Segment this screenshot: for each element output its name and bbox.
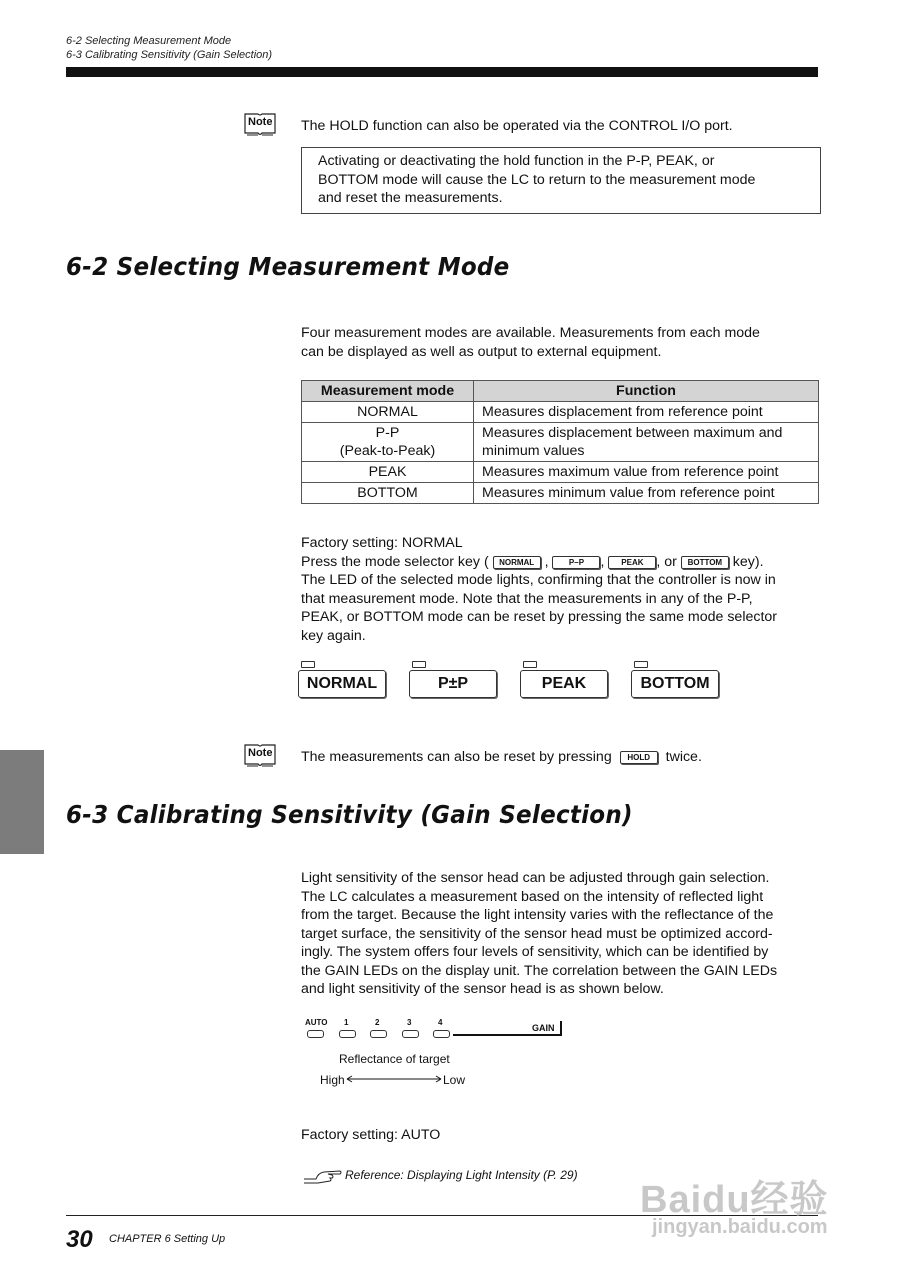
- measurement-mode-table: [301, 380, 819, 504]
- press-line: [301, 553, 821, 572]
- gain-led-3: [402, 1030, 419, 1038]
- mode-name: P-P: [375, 425, 400, 441]
- table-row: [302, 423, 819, 462]
- note-label: Note: [248, 747, 273, 759]
- pp-key: P±P: [409, 670, 497, 698]
- reference-link[interactable]: Reference: Displaying Light Intensity (P. 29): [345, 1168, 578, 1182]
- function-cell: Measures displacement from reference point: [474, 402, 819, 423]
- table-row: [302, 483, 819, 504]
- hold-key-inline: HOLD: [620, 751, 658, 764]
- comma: ,: [544, 553, 549, 570]
- note-icon: [243, 111, 275, 137]
- chapter-side-tab: [0, 750, 44, 854]
- table-header-mode: Measurement mode: [302, 381, 474, 402]
- function-cell: Measures minimum value from reference point: [474, 483, 819, 504]
- section-6-3-title: 6-3 Calibrating Sensitivity (Gain Selection): [66, 800, 633, 829]
- high-label: High: [320, 1073, 345, 1087]
- gain-led-label-3: 3: [407, 1018, 412, 1027]
- after-line: key again.: [301, 627, 366, 644]
- after-line: PEAK, or BOTTOM mode can be reset by pressing the same mode selector: [301, 609, 778, 625]
- header-line-1: 6-2 Selecting Measurement Mode: [66, 35, 232, 47]
- gain-led-label-2: 2: [375, 1018, 380, 1027]
- gain-led-diagram: [300, 1015, 570, 1095]
- header-line-2: 6-3 Calibrating Sensitivity (Gain Selection): [66, 49, 273, 61]
- chapter-label: CHAPTER 6 Setting Up: [109, 1233, 226, 1245]
- body-line: The LC calculates a measurement based on the intensity of reflected light: [301, 888, 764, 905]
- bottom-key-inline: BOTTOM: [681, 556, 729, 569]
- table-header-row: [302, 381, 819, 402]
- section-6-2-title: 6-2 Selecting Measurement Mode: [66, 252, 510, 281]
- table-row: [302, 402, 819, 423]
- hold-info-line: Activating or deactivating the hold function in the P-P, PEAK, or: [318, 153, 715, 169]
- intro-line: Four measurement modes are available. Measurements from each mode: [301, 325, 760, 341]
- mode-cell: BOTTOM: [302, 483, 474, 504]
- press-post: key).: [728, 553, 764, 570]
- hold-info-line: and reset the measurements.: [318, 190, 503, 206]
- normal-key: NORMAL: [298, 670, 386, 698]
- pp-key-inline: P–P: [552, 556, 600, 569]
- note-icon: [243, 742, 275, 768]
- watermark-brand: Baidu经验: [640, 1179, 829, 1221]
- pointing-hand-icon: [302, 1165, 344, 1185]
- or-text: , or: [656, 553, 677, 570]
- body-line: ingly. The system offers four levels of sensitivity, which can be identified by: [301, 944, 769, 960]
- function-cell: [474, 423, 819, 462]
- table-row: [302, 462, 819, 483]
- normal-key-inline: NORMAL: [493, 556, 541, 569]
- gain-led-4: [433, 1030, 450, 1038]
- peak-key: PEAK: [520, 670, 608, 698]
- reflectance-arrow: [345, 1073, 443, 1085]
- hold-info-line: BOTTOM mode will cause the LC to return to the measurement mode: [318, 171, 756, 188]
- body-line: the GAIN LEDs on the display unit. The correlation between the GAIN LEDs: [301, 962, 778, 979]
- gain-led-label-auto: AUTO: [305, 1018, 328, 1027]
- mode-cell: NORMAL: [302, 402, 474, 423]
- function-line: Measures displacement between maximum and: [482, 425, 783, 441]
- table-header-function: Function: [474, 381, 819, 402]
- body-line: Light sensitivity of the sensor head can be adjusted through gain selection.: [301, 870, 770, 886]
- body-line: from the target. Because the light intensity varies with the reflectance of the: [301, 907, 774, 923]
- body-line: target surface, the sensitivity of the sensor head must be optimized accord-: [301, 925, 773, 942]
- note-label: Note: [248, 116, 273, 128]
- gain-label: GAIN: [532, 1023, 555, 1033]
- body-line: and light sensitivity of the sensor head is as shown below.: [301, 981, 664, 997]
- mode-instructions: [301, 534, 821, 645]
- mode-cell: PEAK: [302, 462, 474, 483]
- after-line: The LED of the selected mode lights, confirming that the controller is now in: [301, 572, 776, 588]
- gain-line-end: [560, 1021, 562, 1036]
- factory-setting-auto: Factory setting: AUTO: [301, 1127, 441, 1143]
- press-pre: Press the mode selector key (: [301, 553, 489, 570]
- gain-led-2: [370, 1030, 387, 1038]
- pp-led: [412, 661, 426, 668]
- gain-led-label-4: 4: [438, 1018, 443, 1027]
- mode-cell: [302, 423, 474, 462]
- section-6-3-body: [301, 869, 777, 999]
- factory-setting-normal: Factory setting: NORMAL: [301, 535, 463, 551]
- running-header: [66, 34, 272, 62]
- note2-text: [301, 748, 702, 767]
- note2-post: twice.: [665, 749, 702, 765]
- hold-info-box: [301, 147, 821, 214]
- gain-led-auto: [307, 1030, 324, 1038]
- low-label: Low: [443, 1073, 466, 1087]
- note2-pre: The measurements can also be reset by pressing: [301, 749, 612, 765]
- comma: ,: [600, 553, 605, 570]
- header-rule: [66, 67, 818, 77]
- bottom-led: [634, 661, 648, 668]
- watermark-url: jingyan.baidu.com: [652, 1216, 828, 1238]
- gain-led-1: [339, 1030, 356, 1038]
- mode-subname: (Peak-to-Peak): [339, 443, 436, 459]
- peak-led: [523, 661, 537, 668]
- page-number: 30: [66, 1226, 93, 1253]
- function-line: minimum values: [482, 443, 585, 459]
- after-line: that measurement mode. Note that the measurements in any of the P-P,: [301, 590, 753, 607]
- peak-key-inline: PEAK: [608, 556, 656, 569]
- gain-line: [453, 1034, 561, 1036]
- reflectance-label: Reflectance of target: [339, 1052, 450, 1066]
- bottom-key: BOTTOM: [631, 670, 719, 698]
- normal-led: [301, 661, 315, 668]
- gain-led-label-1: 1: [344, 1018, 349, 1027]
- intro-line: can be displayed as well as output to external equipment.: [301, 343, 662, 360]
- note1-text: The HOLD function can also be operated via the CONTROL I/O port.: [301, 118, 733, 134]
- section-6-2-intro: [301, 324, 760, 361]
- function-cell: Measures maximum value from reference point: [474, 462, 819, 483]
